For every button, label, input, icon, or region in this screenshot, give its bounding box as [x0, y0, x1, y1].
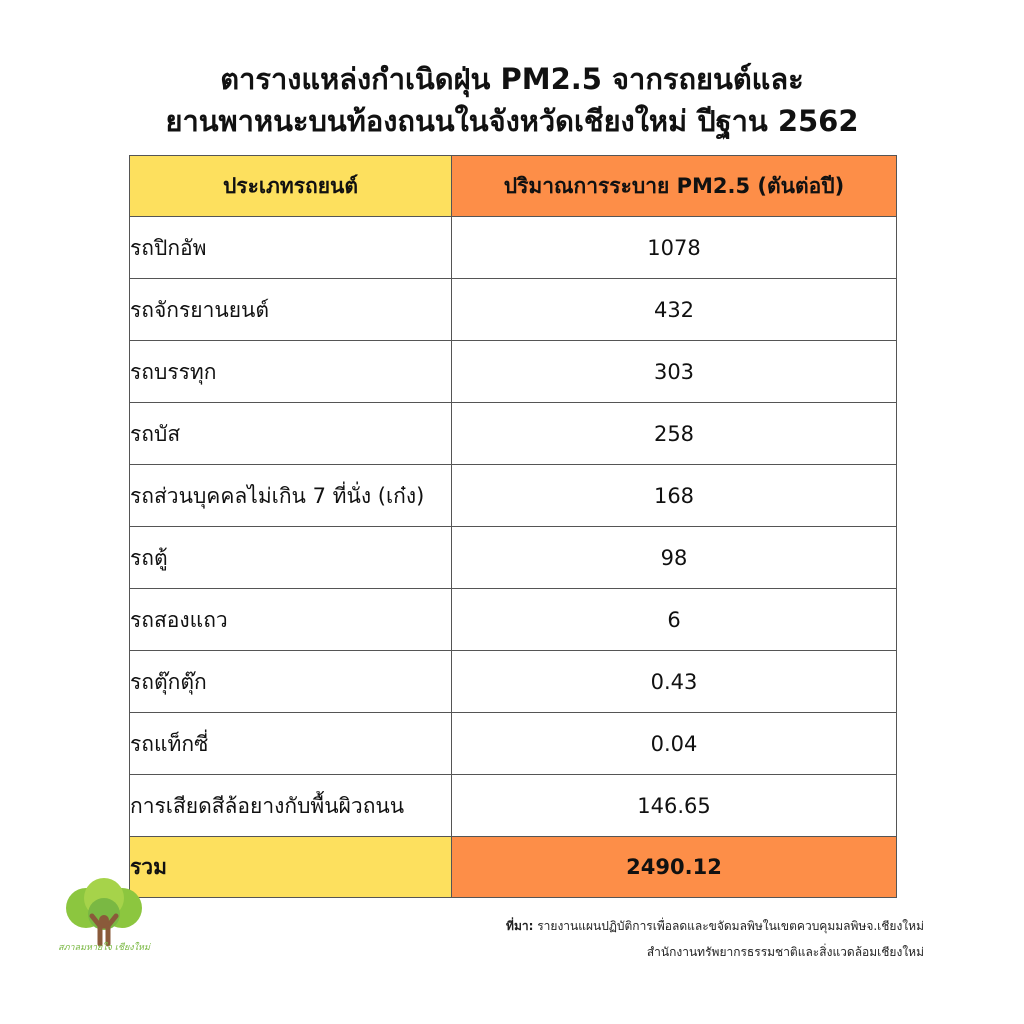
source-line-1 [506, 913, 924, 939]
vehicle-type-cell: รถบัส [130, 403, 452, 465]
vehicle-type-cell: รถสองแถว [130, 589, 452, 651]
emission-value-cell: 146.65 [452, 775, 897, 837]
vehicle-type-cell: รถแท็กซี่ [130, 713, 452, 775]
emission-value-cell: 1078 [452, 217, 897, 279]
title-line-1: ตารางแหล่งกำเนิดฝุ่น PM2.5 จากรถยนต์และ [220, 62, 804, 96]
header-vehicle-type: ประเภทรถยนต์ [130, 156, 452, 217]
source-line-2: สำนักงานทรัพยากรธรรมชาติและสิ่งแวดล้อมเชียงใหม่ [646, 945, 924, 959]
vehicle-type-cell: รถปิกอัพ [130, 217, 452, 279]
table-row [130, 651, 897, 713]
page-title [0, 58, 1024, 142]
emission-value-cell: 258 [452, 403, 897, 465]
table-row [130, 403, 897, 465]
total-row [130, 837, 897, 898]
table-header-row [130, 156, 897, 217]
table-row [130, 713, 897, 775]
table-row [130, 279, 897, 341]
table-row [130, 589, 897, 651]
header-emission-amount: ปริมาณการระบาย PM2.5 (ตันต่อปี) [452, 156, 897, 217]
total-label-cell: รวม [130, 837, 452, 898]
emission-value-cell: 303 [452, 341, 897, 403]
emission-value-cell: 0.43 [452, 651, 897, 713]
source-label: ที่มา: [506, 919, 534, 933]
total-value-cell: 2490.12 [452, 837, 897, 898]
source-note [506, 913, 924, 965]
source-text-1: รายงานแผนปฏิบัติการเพื่อลดและขจัดมลพิษในเขตควบคุมมลพิษจ.เชียงใหม่ [537, 919, 924, 933]
emission-value-cell: 432 [452, 279, 897, 341]
table-row [130, 465, 897, 527]
vehicle-type-cell: รถส่วนบุคคลไม่เกิน 7 ที่นั่ง (เก๋ง) [130, 465, 452, 527]
emission-value-cell: 98 [452, 527, 897, 589]
pm25-emission-table [129, 155, 897, 898]
table-row [130, 527, 897, 589]
emission-value-cell: 0.04 [452, 713, 897, 775]
logo-text: สภาลมหายใจ เชียงใหม่ [58, 943, 150, 953]
vehicle-type-cell: การเสียดสีล้อยางกับพื้นผิวถนน [130, 775, 452, 837]
vehicle-type-cell: รถจักรยานยนต์ [130, 279, 452, 341]
emission-value-cell: 6 [452, 589, 897, 651]
vehicle-type-cell: รถตุ๊กตุ๊ก [130, 651, 452, 713]
table-row [130, 217, 897, 279]
vehicle-type-cell: รถตู้ [130, 527, 452, 589]
table-row [130, 341, 897, 403]
table-row [130, 775, 897, 837]
title-line-2: ยานพาหนะบนท้องถนนในจังหวัดเชียงใหม่ ปีฐาน 2562 [165, 104, 859, 138]
emission-value-cell: 168 [452, 465, 897, 527]
vehicle-type-cell: รถบรรทุก [130, 341, 452, 403]
